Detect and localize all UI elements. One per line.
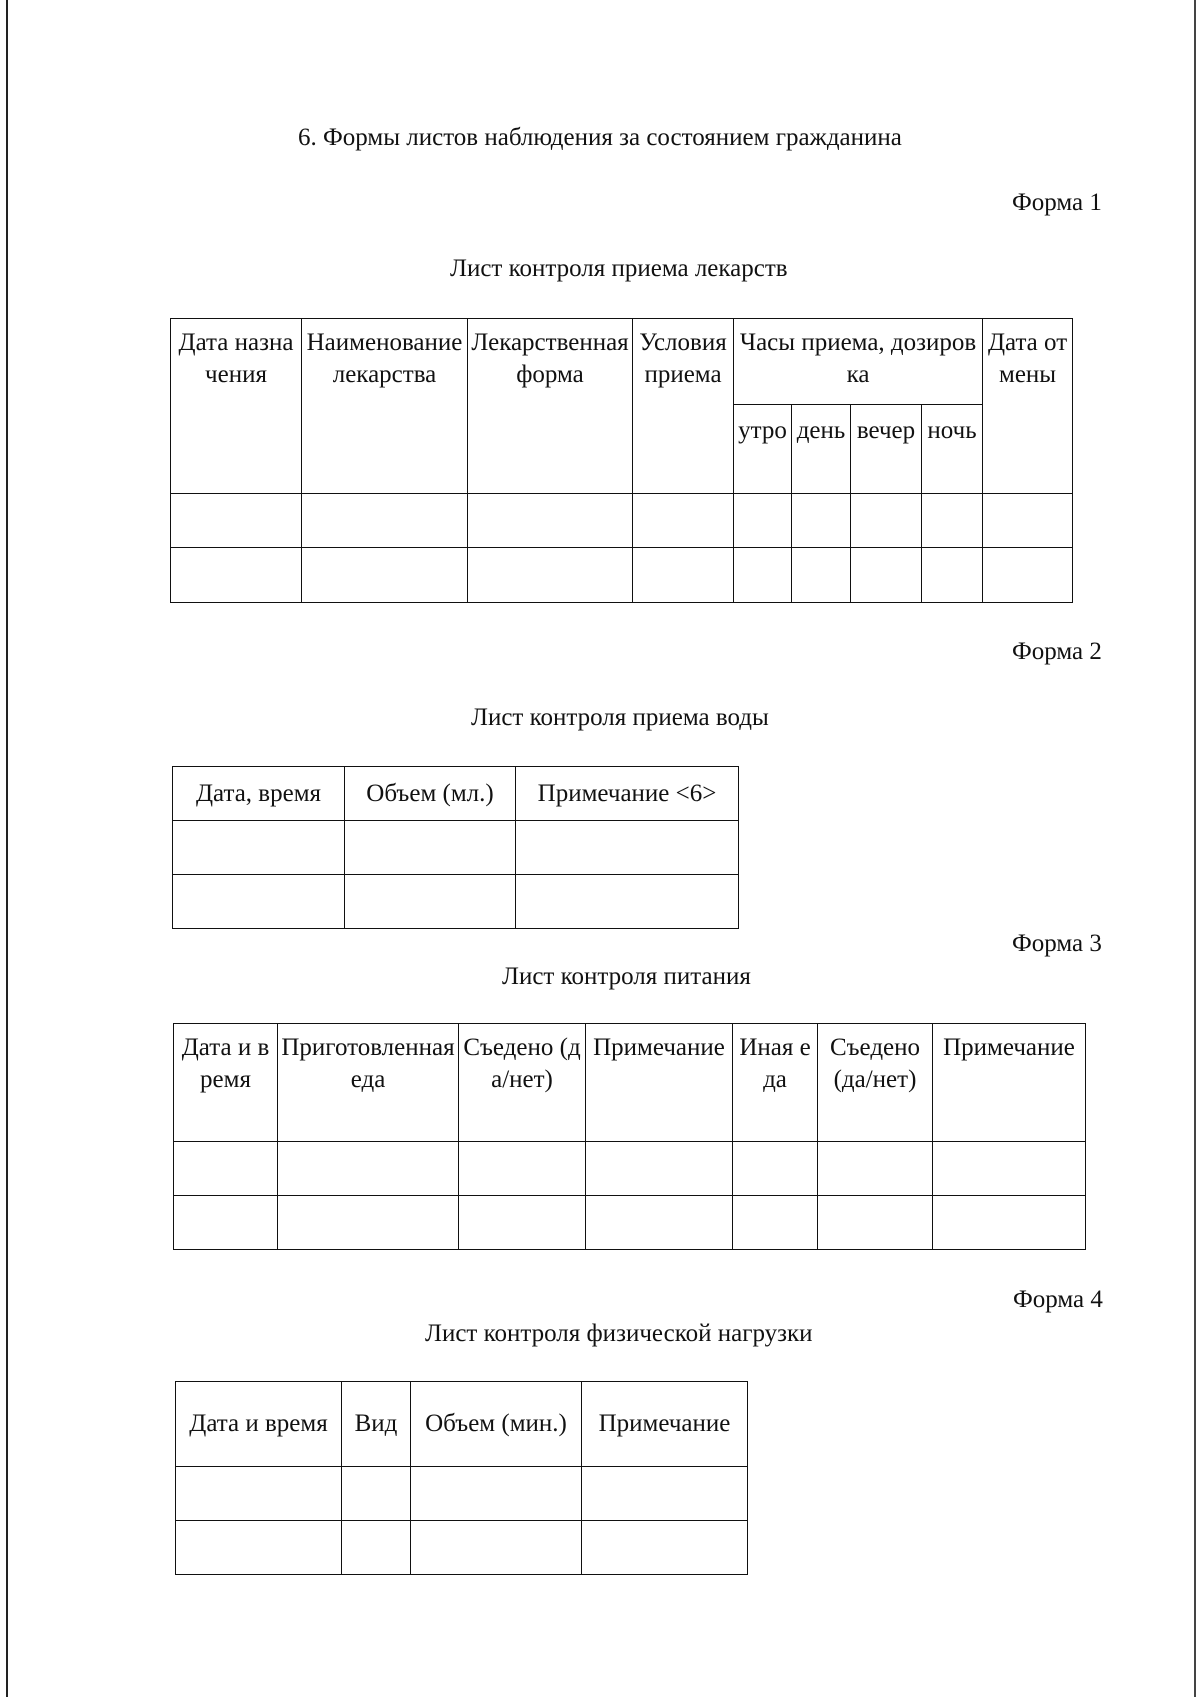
- form1-table: [170, 318, 1073, 603]
- form3-empty-cell: [586, 1142, 733, 1196]
- form4-empty-cell: [582, 1521, 748, 1575]
- form1-hour-cell: ночь: [922, 405, 983, 494]
- form4-empty-cell: [582, 1467, 748, 1521]
- form3-header-row: [174, 1024, 1086, 1142]
- form3-label: Форма 3: [1012, 930, 1102, 957]
- form4-label: Форма 4: [1013, 1286, 1103, 1313]
- form4-table: [175, 1381, 748, 1575]
- form4-title: Лист контроля физической нагрузки: [425, 1320, 813, 1347]
- form1-empty-cell: [734, 548, 792, 603]
- form4-empty-cell: [342, 1521, 411, 1575]
- form4-empty-row: [176, 1521, 748, 1575]
- form1-header-cell: Дата назначения: [171, 319, 302, 494]
- form2-header-row: [173, 767, 739, 821]
- form2-empty-cell: [516, 821, 739, 875]
- form1-empty-cell: [633, 548, 734, 603]
- form1-empty-cell: [983, 548, 1073, 603]
- form1-empty-row: [171, 548, 1073, 603]
- form4-empty-cell: [176, 1467, 342, 1521]
- form3-header-cell: Иная еда: [733, 1024, 818, 1142]
- form2-header-cell: Дата, время: [173, 767, 345, 821]
- form4-header-cell: Дата и время: [176, 1382, 342, 1467]
- form2-empty-row: [173, 821, 739, 875]
- form3-header-cell: Съедено (да/нет): [459, 1024, 586, 1142]
- form4-header-cell: Примечание: [582, 1382, 748, 1467]
- form2-table: [172, 766, 739, 929]
- form3-header-cell: Дата и время: [174, 1024, 278, 1142]
- form1-empty-cell: [792, 494, 851, 548]
- form3-header-cell: Съедено (да/нет): [818, 1024, 933, 1142]
- form3-empty-cell: [586, 1196, 733, 1250]
- form2-empty-cell: [345, 821, 516, 875]
- form3-empty-cell: [174, 1142, 278, 1196]
- form3-title: Лист контроля питания: [502, 963, 751, 990]
- form1-empty-cell: [302, 548, 468, 603]
- form1-empty-cell: [171, 548, 302, 603]
- form3-empty-row: [174, 1142, 1086, 1196]
- form3-empty-cell: [459, 1142, 586, 1196]
- form1-header-cell: Лекарственная форма: [468, 319, 633, 494]
- form4-empty-row: [176, 1467, 748, 1521]
- form3-table: [173, 1023, 1086, 1250]
- form1-empty-cell: [922, 548, 983, 603]
- form4-empty-cell: [176, 1521, 342, 1575]
- form3-header-cell: Приготовленная еда: [278, 1024, 459, 1142]
- form2-empty-cell: [516, 875, 739, 929]
- form1-empty-cell: [633, 494, 734, 548]
- form1-empty-cell: [734, 494, 792, 548]
- form1-hour-cell: утро: [734, 405, 792, 494]
- form1-header-cell: Наименование лекарства: [302, 319, 468, 494]
- form3-empty-cell: [733, 1142, 818, 1196]
- form2-header-cell: Примечание <6>: [516, 767, 739, 821]
- form4-empty-cell: [411, 1467, 582, 1521]
- form2-empty-row: [173, 875, 739, 929]
- form1-header-row: [171, 319, 1073, 405]
- form3-header-cell: Примечание: [586, 1024, 733, 1142]
- form4-empty-cell: [411, 1521, 582, 1575]
- form3-empty-cell: [933, 1142, 1086, 1196]
- scan-edge-left: [6, 0, 8, 1697]
- form4-empty-cell: [342, 1467, 411, 1521]
- form1-empty-cell: [851, 494, 922, 548]
- form1-empty-cell: [468, 548, 633, 603]
- form3-empty-cell: [278, 1142, 459, 1196]
- form1-empty-cell: [468, 494, 633, 548]
- form3-empty-cell: [459, 1196, 586, 1250]
- form4-header-cell: Вид: [342, 1382, 411, 1467]
- form1-empty-cell: [792, 548, 851, 603]
- form1-empty-row: [171, 494, 1073, 548]
- form2-empty-cell: [173, 821, 345, 875]
- form1-header-cell: Часы приема, дозировка: [734, 319, 983, 405]
- form1-hour-cell: вечер: [851, 405, 922, 494]
- form3-empty-row: [174, 1196, 1086, 1250]
- form1-empty-cell: [922, 494, 983, 548]
- form1-header-cell: Дата отмены: [983, 319, 1073, 494]
- form2-empty-cell: [345, 875, 516, 929]
- form1-empty-cell: [983, 494, 1073, 548]
- form3-empty-cell: [174, 1196, 278, 1250]
- form1-title: Лист контроля приема лекарств: [450, 255, 788, 282]
- form3-empty-cell: [733, 1196, 818, 1250]
- form1-empty-cell: [851, 548, 922, 603]
- page-heading: 6. Формы листов наблюдения за состоянием гражданина: [298, 124, 902, 151]
- form3-header-cell: Примечание: [933, 1024, 1086, 1142]
- form1-header-cell: Условия приема: [633, 319, 734, 494]
- form3-empty-cell: [278, 1196, 459, 1250]
- scan-edge-right: [1194, 0, 1196, 1697]
- form2-label: Форма 2: [1012, 638, 1102, 665]
- form3-empty-cell: [818, 1142, 933, 1196]
- form4-header-row: [176, 1382, 748, 1467]
- form3-empty-cell: [818, 1196, 933, 1250]
- form1-hour-cell: день: [792, 405, 851, 494]
- form4-header-cell: Объем (мин.): [411, 1382, 582, 1467]
- form1-label: Форма 1: [1012, 189, 1102, 216]
- form2-empty-cell: [173, 875, 345, 929]
- form1-empty-cell: [302, 494, 468, 548]
- form1-empty-cell: [171, 494, 302, 548]
- form2-title: Лист контроля приема воды: [471, 704, 769, 731]
- form3-empty-cell: [933, 1196, 1086, 1250]
- form2-header-cell: Объем (мл.): [345, 767, 516, 821]
